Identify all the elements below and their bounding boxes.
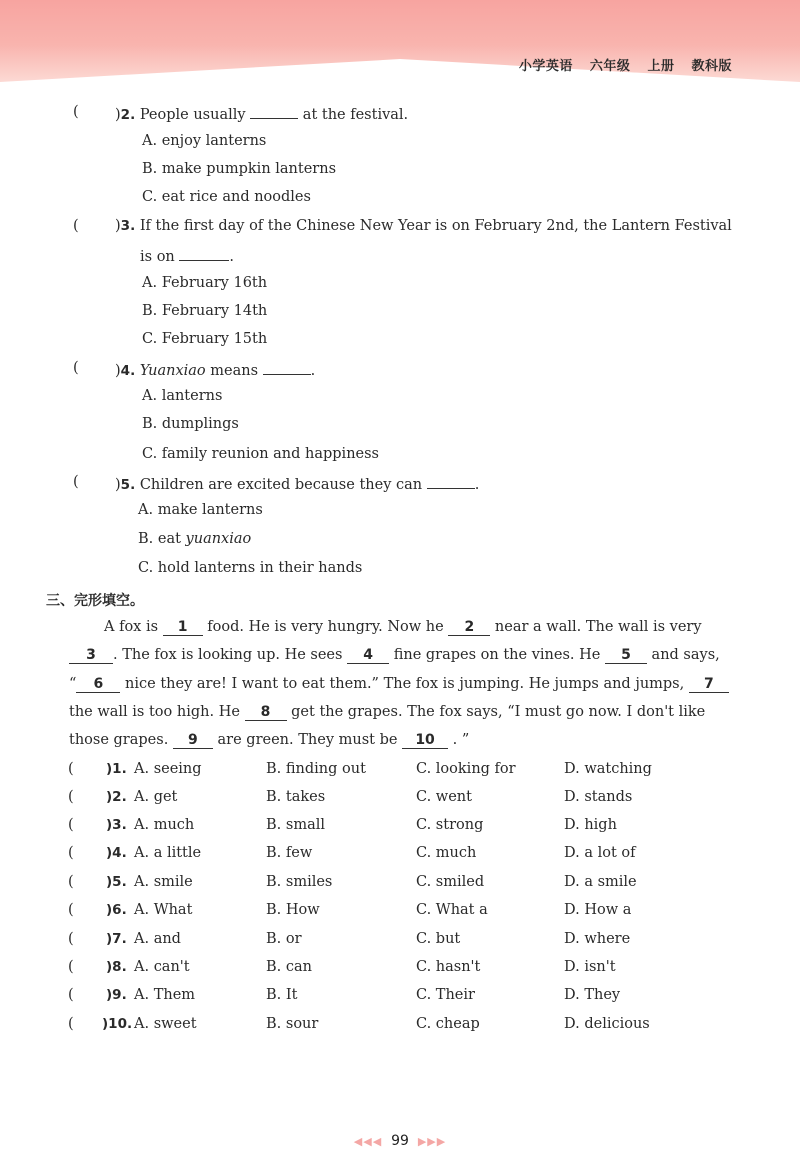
passage-line-3: “ 6 nice they are! I want to eat them.” The fox is jumping. He jumps and jumps, 7 bbox=[69, 676, 729, 693]
question-2: )2. People usually at the festival. bbox=[115, 104, 408, 123]
cloze-blank[interactable]: 7 bbox=[689, 676, 729, 693]
option-b: B. eat yuanxiao bbox=[138, 531, 252, 547]
answer-paren[interactable]: ( bbox=[68, 789, 74, 805]
option-a: A. and bbox=[134, 931, 181, 947]
option-a: A. a little bbox=[134, 845, 202, 861]
option-d: D. delicious bbox=[564, 1016, 650, 1032]
option-a: A. get bbox=[134, 789, 178, 805]
question-3: )3. If the first day of the Chinese New Year is on February 2nd, the Lantern Festival bbox=[115, 218, 732, 234]
option-c: C. looking for bbox=[416, 761, 516, 777]
option-d: D. a lot of bbox=[564, 845, 636, 861]
option-b: B. dumplings bbox=[142, 416, 239, 432]
page-number: 99 bbox=[391, 1133, 409, 1149]
question-5: )5. Children are excited because they can . bbox=[115, 474, 479, 493]
option-c: C. hold lanterns in their hands bbox=[138, 560, 363, 576]
option-b: B. few bbox=[266, 845, 313, 861]
option-c: C. went bbox=[416, 789, 472, 805]
option-a: A. February 16th bbox=[142, 275, 268, 291]
question-3-line2: is on . bbox=[140, 246, 234, 265]
option-b: B. or bbox=[266, 931, 302, 947]
option-a: A. seeing bbox=[134, 761, 202, 777]
option-b: B. can bbox=[266, 959, 312, 975]
option-a: A. much bbox=[134, 817, 195, 833]
answer-paren[interactable]: ( bbox=[73, 218, 79, 234]
answer-blank[interactable] bbox=[263, 360, 311, 375]
option-a: A. can't bbox=[134, 959, 190, 975]
book-subject: 小学英语 bbox=[518, 59, 573, 74]
answer-paren[interactable]: ( bbox=[73, 360, 79, 376]
option-c: C. hasn't bbox=[416, 959, 481, 975]
option-d: D. They bbox=[564, 987, 621, 1003]
cloze-blank[interactable]: 1 bbox=[163, 619, 203, 636]
answer-paren[interactable]: ( bbox=[68, 987, 74, 1003]
option-b: B. takes bbox=[266, 789, 326, 805]
passage-line-1: A fox is 1 food. He is very hungry. Now he 2 near a wall. The wall is very bbox=[104, 619, 702, 635]
option-d: D. watching bbox=[564, 761, 652, 777]
answer-paren[interactable]: ( bbox=[68, 902, 74, 918]
option-d: D. stands bbox=[564, 789, 633, 805]
book-edition: 教科版 bbox=[691, 59, 732, 74]
option-a: A. Them bbox=[134, 987, 196, 1003]
answer-paren[interactable]: ( bbox=[68, 931, 74, 947]
option-c: C. eat rice and noodles bbox=[142, 189, 311, 205]
option-a: A. smile bbox=[134, 874, 193, 890]
option-d: D. where bbox=[564, 931, 631, 947]
answer-blank[interactable] bbox=[250, 104, 298, 119]
option-c: C. but bbox=[416, 931, 461, 947]
option-d: D. isn't bbox=[564, 959, 616, 975]
right-arrows-icon: ▶▶▶ bbox=[417, 1135, 447, 1148]
option-a: A. enjoy lanterns bbox=[142, 133, 267, 149]
answer-paren[interactable]: ( bbox=[68, 1016, 74, 1032]
answer-paren[interactable]: ( bbox=[68, 761, 74, 777]
option-b: B. small bbox=[266, 817, 325, 833]
question-4: )4. Yuanxiao means . bbox=[115, 360, 315, 379]
page-footer bbox=[0, 1133, 800, 1149]
option-b: B. sour bbox=[266, 1016, 319, 1032]
option-b: B. How bbox=[266, 902, 320, 918]
answer-paren[interactable]: ( bbox=[73, 474, 79, 490]
book-grade: 六年级 bbox=[589, 59, 631, 74]
cloze-blank[interactable]: 3 bbox=[69, 647, 113, 664]
book-volume: 上册 bbox=[647, 59, 675, 74]
cloze-blank[interactable]: 2 bbox=[448, 619, 490, 636]
answer-paren[interactable]: ( bbox=[68, 959, 74, 975]
answer-blank[interactable] bbox=[179, 246, 229, 261]
option-a: A. sweet bbox=[134, 1016, 197, 1032]
cloze-blank[interactable]: 5 bbox=[605, 647, 647, 664]
answer-paren[interactable]: ( bbox=[73, 104, 79, 120]
option-b: B. finding out bbox=[266, 761, 366, 777]
option-d: D. high bbox=[564, 817, 617, 833]
passage-line-2: 3 . The fox is looking up. He sees 4 fine grapes on the vines. He 5 and says, bbox=[69, 647, 720, 664]
option-c: C. Their bbox=[416, 987, 475, 1003]
option-b: B. make pumpkin lanterns bbox=[142, 161, 337, 177]
option-a: A. What bbox=[134, 902, 193, 918]
option-b: B. February 14th bbox=[142, 303, 268, 319]
left-arrows-icon: ◀◀◀ bbox=[353, 1135, 383, 1148]
option-d: D. a smile bbox=[564, 874, 637, 890]
answer-paren[interactable]: ( bbox=[68, 874, 74, 890]
cloze-blank[interactable]: 6 bbox=[76, 676, 120, 693]
option-c: C. What a bbox=[416, 902, 488, 918]
cloze-blank[interactable]: 10 bbox=[402, 732, 448, 749]
book-info bbox=[507, 55, 732, 74]
option-c: C. smiled bbox=[416, 874, 485, 890]
option-b: B. smiles bbox=[266, 874, 333, 890]
answer-paren[interactable]: ( bbox=[68, 817, 74, 833]
option-c: C. strong bbox=[416, 817, 484, 833]
option-a: A. make lanterns bbox=[138, 502, 263, 518]
answer-paren[interactable]: ( bbox=[68, 845, 74, 861]
cloze-blank[interactable]: 8 bbox=[245, 704, 287, 721]
option-a: A. lanterns bbox=[142, 388, 223, 404]
option-c: C. much bbox=[416, 845, 477, 861]
passage-line-4: the wall is too high. He 8 get the grapes. The fox says, “I must go now. I don't like bbox=[69, 704, 706, 720]
section-title: 三、完形填空。 bbox=[46, 593, 144, 609]
option-c: C. family reunion and happiness bbox=[142, 446, 379, 462]
option-c: C. February 15th bbox=[142, 331, 268, 347]
option-d: D. How a bbox=[564, 902, 632, 918]
option-b: B. It bbox=[266, 987, 298, 1003]
answer-blank[interactable] bbox=[427, 474, 475, 489]
passage-line-5: those grapes. 9 are green. They must be 10 . ” bbox=[69, 732, 470, 748]
cloze-blank[interactable]: 9 bbox=[173, 732, 213, 749]
cloze-blank[interactable]: 4 bbox=[347, 647, 389, 664]
option-c: C. cheap bbox=[416, 1016, 480, 1032]
